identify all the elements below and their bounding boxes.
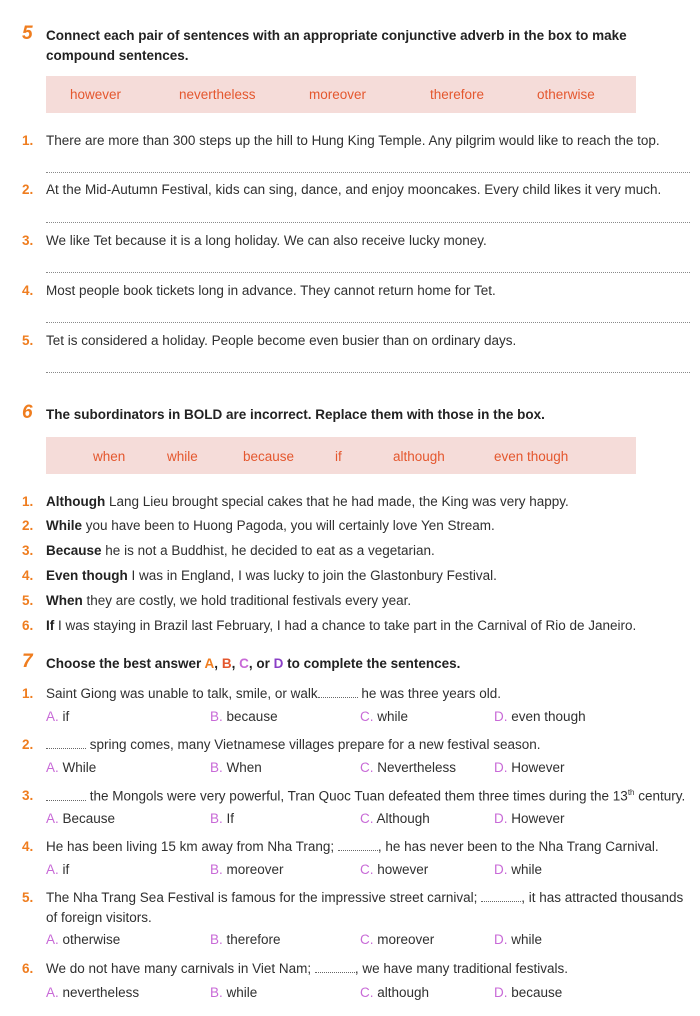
sentence [46,593,411,608]
section-5-title-line1: Connect each pair of sentences with an appropriate conjunctive adverb in the box to make [46,28,627,43]
box-word: therefore [430,87,485,102]
section-7-number: 7 [22,651,33,672]
answer-line[interactable] [46,372,690,373]
option-a[interactable]: A. if [46,709,70,724]
item-number: 5. [22,593,34,608]
option-c[interactable]: C. however [360,862,429,877]
sentence-rest: he is not a Buddhist, he decided to eat as a vegetarian. [101,543,435,558]
sentence: We like Tet because it is a long holiday. We can also receive lucky money. [46,233,487,248]
question: spring comes, many Vietnamese villages prepare for a new festival season. [46,737,540,752]
item-number: 4. [22,283,34,298]
options-row [46,932,696,950]
option-c[interactable]: C. Although [360,811,430,826]
incorrect-subordinator: While [46,518,82,533]
option-c[interactable]: C. although [360,985,430,1000]
question: The Nha Trang Sea Festival is famous for the impressive street carnival; , it has attracted thousands [46,890,684,905]
blank[interactable] [46,790,86,801]
options-row [46,811,696,829]
blank[interactable] [315,962,355,973]
item-number: 5. [22,890,34,905]
sentence: Tet is considered a holiday. People become even busier than on ordinary days. [46,333,517,348]
option-a[interactable]: A. otherwise [46,932,121,947]
box-word: while [167,449,198,464]
section-6-title: The subordinators in BOLD are incorrect. Replace them with those in the box. [46,407,545,422]
section-5-number: 5 [22,23,33,44]
question: the Mongols were very powerful, Tran Quoc Tuan defeated them three times during the 13th century. [46,788,685,804]
blank[interactable] [46,738,86,749]
box-word: nevertheless [179,87,256,102]
sentence-rest: you have been to Huong Pagoda, you will certainly love Yen Stream. [82,518,495,533]
sentence [46,494,569,509]
sentence: There are more than 300 steps up the hill to Hung King Temple. Any pilgrim would like to reach the top. [46,133,660,148]
option-a[interactable]: A. Because [46,811,116,826]
option-d[interactable]: D. while [494,862,543,877]
option-a[interactable]: A. While [46,760,97,775]
option-d[interactable]: D. However [494,760,565,775]
blank[interactable] [338,840,378,851]
sentence-rest: they are costly, we hold traditional festivals every year. [82,593,412,608]
sentence: Most people book tickets long in advance. They cannot return home for Tet. [46,283,496,298]
item-number: 6. [22,961,34,976]
section-5-word-box [46,76,636,113]
option-b[interactable]: B. therefore [210,932,281,947]
item-number: 6. [22,618,34,633]
box-word: although [393,449,445,464]
answer-line[interactable] [46,172,690,173]
option-d[interactable]: D. while [494,932,543,947]
sentence [46,568,497,583]
item-number: 3. [22,788,34,803]
option-d[interactable]: D. even though [494,709,586,724]
item-number: 5. [22,333,34,348]
question: He has been living 15 km away from Nha Trang; , he has never been to the Nha Trang Carnival. [46,839,659,854]
options-row [46,709,696,727]
option-c[interactable]: C. while [360,709,409,724]
box-word: moreover [309,87,367,102]
option-b[interactable]: B. while [210,985,258,1000]
question-line2: of foreign visitors. [46,910,152,925]
item-number: 2. [22,518,34,533]
sentence-rest: Lang Lieu brought special cakes that he had made, the King was very happy. [105,494,569,509]
answer-line[interactable] [46,222,690,223]
item-number: 2. [22,737,34,752]
incorrect-subordinator: If [46,618,55,633]
options-row [46,862,696,880]
option-d[interactable]: D. However [494,811,565,826]
options-row [46,760,696,778]
box-word: even though [494,449,569,464]
option-c[interactable]: C. Nevertheless [360,760,457,775]
item-number: 3. [22,543,34,558]
item-number: 1. [22,133,34,148]
sentence-rest: I was staying in Brazil last February, I had a chance to take part in the Carnival of Rio de Janeiro. [54,618,637,633]
sentence: At the Mid-Autumn Festival, kids can sing, dance, and enjoy mooncakes. Every child likes it very much. [46,182,662,197]
item-number: 1. [22,494,34,509]
question: Saint Giong was unable to talk, smile, or walk he was three years old. [46,686,501,701]
answer-line[interactable] [46,322,690,323]
option-a[interactable]: A. nevertheless [46,985,140,1000]
item-number: 4. [22,568,34,583]
item-number: 4. [22,839,34,854]
section-7-title: Choose the best answer A, B, C, or D to complete the sentences. [46,656,461,671]
options-row [46,985,696,1003]
answer-line[interactable] [46,272,690,273]
box-word: because [243,449,295,464]
incorrect-subordinator: Even though [46,568,128,583]
option-b[interactable]: B. When [210,760,262,775]
box-word: when [93,449,126,464]
section-5-title-line2: compound sentences. [46,48,189,63]
item-number: 3. [22,233,34,248]
option-b[interactable]: B. If [210,811,235,826]
sentence [46,618,636,633]
item-number: 1. [22,686,34,701]
box-word: otherwise [537,87,595,102]
option-b[interactable]: B. moreover [210,862,284,877]
option-c[interactable]: C. moreover [360,932,435,947]
question: We do not have many carnivals in Viet Nam; , we have many traditional festivals. [46,961,568,976]
incorrect-subordinator: When [46,593,83,608]
box-word: if [335,449,342,464]
sentence-rest: I was in England, I was lucky to join the Glastonbury Festival. [127,568,497,583]
blank[interactable] [481,891,521,902]
item-number: 2. [22,182,34,197]
box-word: however [70,87,122,102]
option-b[interactable]: B. because [210,709,278,724]
incorrect-subordinator: Because [46,543,102,558]
blank[interactable] [318,687,358,698]
option-a[interactable]: A. if [46,862,70,877]
sentence [46,543,435,558]
option-d[interactable]: D. because [494,985,563,1000]
section-6-number: 6 [22,402,33,423]
section-6-word-box [46,437,636,474]
sentence [46,518,495,533]
incorrect-subordinator: Although [46,494,106,509]
